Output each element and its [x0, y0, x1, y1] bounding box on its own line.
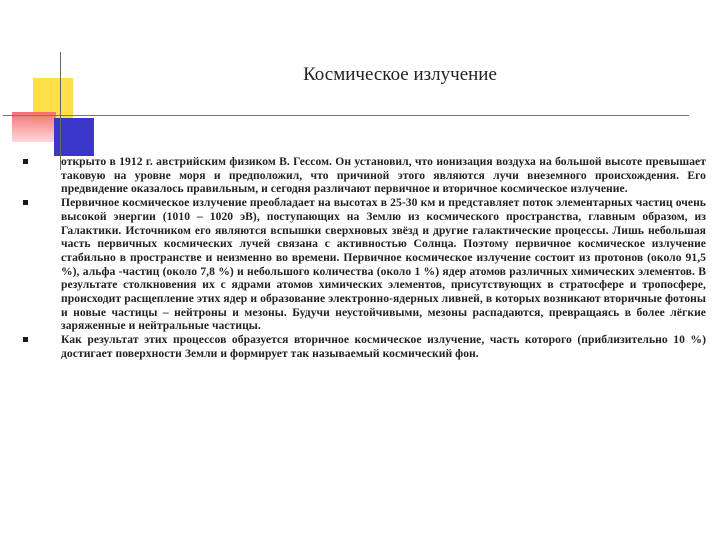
bullet-list — [20, 155, 706, 361]
bullet-item-1 — [20, 155, 706, 196]
bullet-item-3 — [20, 333, 706, 360]
slide-title: Космическое излучение — [303, 64, 497, 85]
decor-vertical-rule — [60, 52, 61, 170]
bullet-square-icon — [23, 159, 28, 164]
decor-red-gradient-square — [12, 112, 56, 142]
bullet-text-3: Как результат этих процессов образуется вторичное космическое излучение, часть которого (приблизительно 10 %) достигает поверхности Земли и формирует так называемый космический фон. — [61, 333, 706, 360]
bullet-text-1: открыто в 1912 г. австрийским физиком В. Гессом. Он установил, что ионизация воздуха на большой высоте превышает таковую на уровне моря и предположил, что причиной этого являются лучи внеземного происхождения. Его предвидение оказалось правильным, и сегодня различают первичное и вторичное космическое излучение. — [61, 155, 706, 196]
bullet-square-icon — [23, 200, 28, 205]
bullet-square-icon — [23, 337, 28, 342]
decor-horizontal-rule — [3, 115, 689, 116]
bullet-text-2: Первичное космическое излучение преобладает на высотах в 25-30 км и представляет поток элементарных частиц очень высокой энергии (1010 – 1020 эВ), поступающих на Землю из космического пространства, главным образом, из Галактики. Источником его являются вспышки сверхновых звёзд и другие галактические процессы. Лишь небольшая часть первичных космических лучей связана с активностью Солнца. Поэтому первичное космическое излучение стабильно в пространстве и неизменно во времени. Первичное космическое излучение состоит из протонов (около 91,5 %), альфа -частиц (около 7,8 %) и небольшого количества (около 1 %) ядер атомов различных химических элементов. В результате столкновения их с ядрами атомов химических элементов, присутствующих в стратосфере и тропосфере, происходит расщепление этих ядер и образование электронно-ядерных ливней, в которых возникают вторичные фотоны и новые частицы – нейтроны и мезоны. Будучи неустойчивыми, мезоны распадаются, превращаясь в более лёгкие заряженные и нейтральные частицы. — [61, 196, 706, 333]
bullet-item-2 — [20, 196, 706, 333]
